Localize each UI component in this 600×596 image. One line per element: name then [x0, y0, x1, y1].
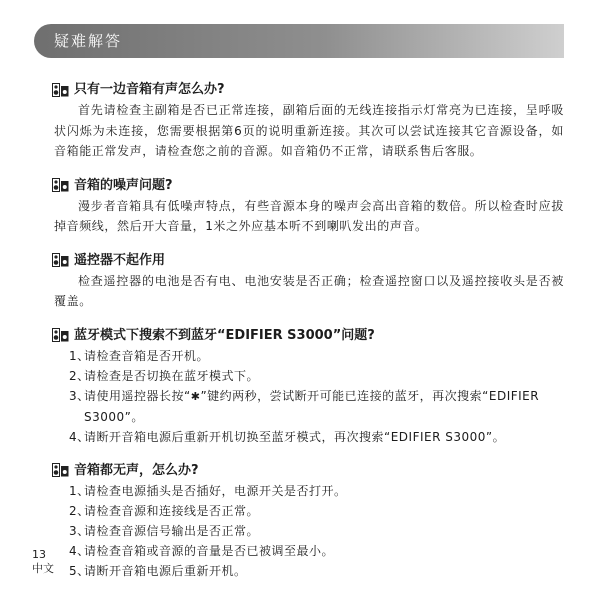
- faq-section-noise: [52, 176, 564, 237]
- content: [52, 80, 564, 595]
- faq-section-no-sound: [52, 461, 564, 581]
- page-number: 13: [32, 548, 46, 561]
- section-paragraph: 漫步者音箱具有低噪声特点，有些音源本身的噪声会高出音箱的数倍。所以检查时应拔掉音频线，然后开大音量，1米之外应基本听不到喇叭发出的声音。: [54, 198, 564, 233]
- section-title: 音箱都无声，怎么办?: [74, 462, 199, 478]
- list-item: 3、 请使用遥控器长按“✱”键约两秒，尝试断开可能已连接的蓝牙，再次搜索“EDIFIER S3000”。: [69, 388, 540, 424]
- list-item: 5、 请断开音箱电源后重新开机。: [69, 563, 247, 578]
- list-item: 1、 请检查电源插头是否插好，电源开关是否打开。: [69, 483, 347, 498]
- section-paragraph: 检查遥控器的电池是否有电、电池安装是否正确；检查遥控窗口以及遥控接收头是否被覆盖。: [54, 273, 564, 308]
- bluetooth-steps: [52, 346, 564, 447]
- no-sound-steps: [52, 481, 564, 581]
- section-title: 只有一边音箱有声怎么办?: [74, 82, 225, 97]
- page-footer: [32, 548, 54, 576]
- faq-section-bluetooth: [52, 326, 564, 447]
- header-bar: [34, 24, 564, 58]
- speaker-icon: [52, 178, 69, 192]
- list-item: 4、 请检查音箱或音源的音量是否已被调至最小。: [69, 543, 335, 558]
- page-title: 疑难解答: [54, 32, 123, 50]
- speaker-icon: [52, 253, 69, 267]
- language-label: 中文: [32, 562, 54, 575]
- faq-section-remote: [52, 251, 564, 312]
- bluetooth-icon: ✱: [190, 389, 201, 403]
- list-item: 3、 请检查音源信号输出是否正常。: [69, 523, 260, 538]
- faq-section-one-speaker: [52, 80, 564, 162]
- section-title: 音箱的噪声问题?: [74, 177, 173, 193]
- speaker-icon: [52, 83, 69, 97]
- section-title: 蓝牙模式下搜索不到蓝牙“EDIFIER S3000”问题?: [74, 327, 375, 343]
- speaker-icon: [52, 463, 69, 477]
- list-item: 1、 请检查音箱是否开机。: [69, 348, 210, 363]
- list-item: 2、 请检查是否切换在蓝牙模式下。: [69, 368, 260, 383]
- speaker-icon: [52, 328, 69, 342]
- list-item: 4、 请断开音箱电源后重新开机切换至蓝牙模式，再次搜索“EDIFIER S3000”。: [69, 429, 506, 444]
- section-paragraph: 首先请检查主副箱是否已正常连接，副箱后面的无线连接指示灯常亮为已连接，呈呼吸状闪烁为未连接，您需要根据第6页的说明重新连接。其次可以尝试连接其它音源设备，如音箱能正常发声，请检查您之前的音源。如音箱仍不正常，请联系售后客服。: [54, 103, 564, 158]
- section-title: 遥控器不起作用: [74, 252, 166, 268]
- list-item: 2、 请检查音源和连接线是否正常。: [69, 503, 260, 518]
